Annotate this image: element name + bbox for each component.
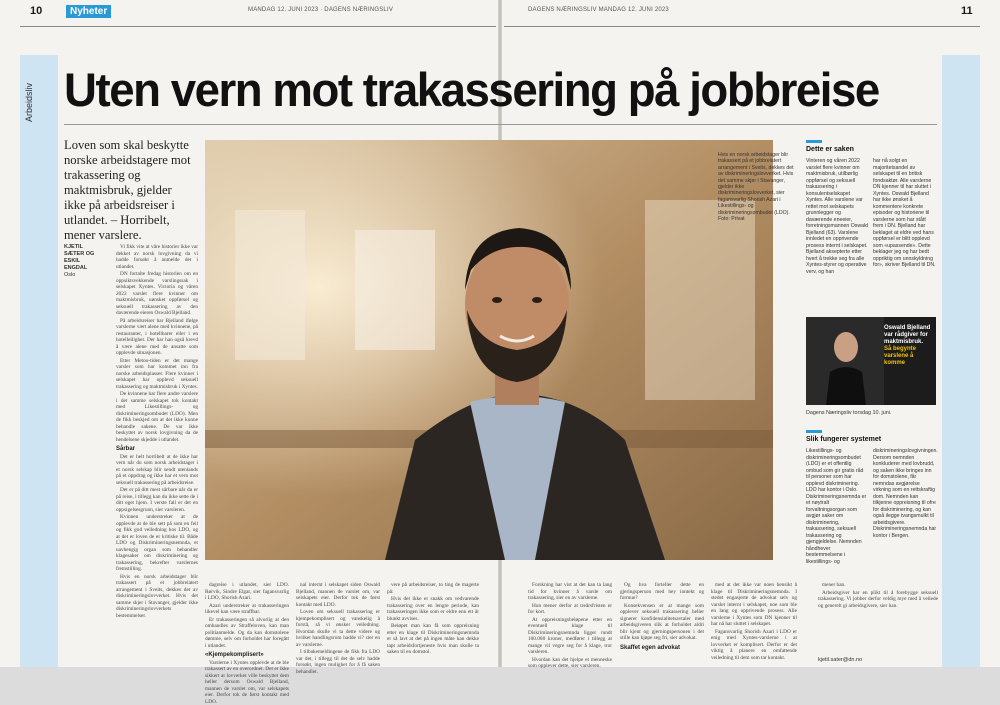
- paragraph: Kvinnen understreker at de opplevde at de ble sett på som en feil og fikk god veiledning hos LDO, og at det er loven de er kritiske til. Både LDO og Diskrimineringsnemnda, et uavhengig organ som behandler klagesaker om diskriminering og trakassering, bekrefter varslernes fremstilling.: [116, 514, 198, 573]
- promo-text: [884, 325, 934, 367]
- paragraph: At oppreisningsbeløpene etter en eventuell klage til Diskrimineringsnemnda ligger rundt 100.000 kroner, medfører i tillegg at mange vil vegre seg for å klage, tror varsleren.: [528, 617, 612, 656]
- headline-divider: [64, 124, 937, 125]
- article-headline: Uten vern mot trakassering på jobbreise: [64, 62, 918, 118]
- right-top-rule: [504, 26, 980, 27]
- paragraph: Beløpet man kan få som oppreisning etter en klage til Diskrimineringsnemnda er så lavt at det på ingen måte kan dekke tapt arbeidsfortjeneste hvis man skulle ta saken til en domstol.: [387, 623, 479, 656]
- section-label: Arbeidsliv: [24, 62, 38, 122]
- paragraph: vere på arbeidsreiser, to ting de magerte på:: [387, 582, 479, 595]
- subheading: Skaffet egen advokat: [620, 645, 704, 652]
- paragraph: Det er helt horribelt at de ikke har vern når du som norsk arbeidstager i et norsk selskap blir sendt utenlands på et oppdrag og ikke har et vern mot seksuell trakassering på arbeidsreise.: [116, 454, 198, 487]
- left-top-rule: [20, 26, 496, 27]
- byline-place: Oslo: [64, 272, 104, 279]
- left-folio: MANDAG 12. JUNI 2023 · DAGENS NÆRINGSLIV: [248, 7, 393, 13]
- paragraph: Hun mener derfor at treårsfristen er for kort.: [528, 603, 612, 616]
- right-folio: DAGENS NÆRINGSLIV MANDAG 12. JUNI 2023: [528, 7, 669, 13]
- paragraph: I tilbakemeldingene de fikk fra LDO var det, i tillegg til det de selv hadde forsøkt, ingen mulighet for å få saken behandlet.: [296, 649, 380, 675]
- byline: [64, 244, 104, 279]
- paragraph: mener han.: [818, 582, 938, 589]
- body-column-1: [116, 244, 198, 667]
- paragraph: dagreise i utlandet, sier LDO. Rørvik, Sindre Elgar, sier fagansvarlig i LDO, Shorish Azari.: [205, 582, 289, 602]
- byline-authors: KJETIL SÆTER OG ESKIL ENGDAL: [64, 244, 104, 272]
- paragraph: Hvis en norsk arbeidstager blir trakassert på et jobbrelatert arrangement i Sveits, dekkes det av diskrimineringslovverket. Hvis det samme skjer i Stavanger, gjelder ikke diskrimineringslovverkets bestemmelser.: [116, 574, 198, 620]
- body-column-5: [528, 582, 612, 667]
- paragraph: På arbeidsreiser har Bjelland ifølge varslerne vært alene med kvinnene, på restauranter, i hotellbarer eller i en hotelleilighet. Der har han også krevd å være alene med de ansatte som opplevde situasjonen.: [116, 318, 198, 357]
- paragraph: Det er på ditt mest sårbare når du er på reise, i tillegg kan du ikke sette de i ditt eget hjem. I verste fall er det en oppsigelsesgrunn, sier varsleren.: [116, 487, 198, 513]
- paragraph: med at det ikke var noen hensikt å klage til Diskrimineringsnemnda. I stedet engasjerte de advokat selv og varslet internt i selskapet, noe som ble en lang og opprivende prosess. Alle varslerne i Xyntes som DN kjenner til har nå har sluttet i selskapet.: [711, 582, 797, 628]
- paragraph: Konsekvensen er at mange som opplever seksuell trakassering heller signerer konfidensialitetsavtaler med arbeidsgiveren slik at forholdet aldri blir kjent og gjerningspersonen i det stille kan kjøpe seg fri, sier advokat.: [620, 603, 704, 642]
- paragraph: Forskning har vist at det kan ta lang tid for kvinner å varsle om trakassering, sier en av varslerne.: [528, 582, 612, 602]
- portrait-photo: [205, 140, 773, 560]
- subheading: «Kjempekomplisert»: [205, 652, 289, 659]
- factbox-column-a: Vinteren og våren 2022 varslet flere kvinner om maktmisbruk, utilbørlig oppførsel og seksuell trakassering i konsulentselskapet Xyntes. Alle varslene var rettet mot selskapets grunnlegger og daværende eneeier, forretningsmannen Oswald Bjelland (63). Varslene innledet en opprivende prosess internt i selskapet. Bjelland aksepterte etter hvert å trekke seg fra alle Xyntes-styrer og operative verv, og han: [806, 158, 868, 308]
- body-column-4: [387, 582, 479, 667]
- promo-caption: Dagens Næringsliv torsdag 10. juni.: [806, 410, 936, 416]
- paragraph: Vi fikk vite at våre historier ikke var dekket av norsk lovgivning da vi hadde forsøkt å anmelde det i utlandet.: [116, 244, 198, 270]
- promo-line: Oswald Bjelland var rådgiver for: [884, 325, 934, 339]
- paragraph: Loven om seksuell trakassering er kjempekomplisert og vanskelig å forstå, så vi ønsker veiledning. Hvordan skulle vi ta dette videre og hvilket handlingsrom hadde vi? sier en av varslerne.: [296, 609, 380, 648]
- paragraph: DN fortalte fredag historien om en oppsiktsvekkende varslingssak i selskapet Xyntes. Victoria og våren 2022 varslet flere kvinner om maktmisbruk, uønsket oppførsel og seksuell trakassering av den daværende eieren Oswald Bjelland.: [116, 271, 198, 317]
- left-margin-band: [20, 55, 58, 667]
- factbox-title: Slik fungerer systemet: [806, 436, 881, 443]
- body-column-2: [205, 582, 289, 667]
- paragraph: De kvinnene har flere andre varslere i det samme selskapet tok kontakt med Likestillings- og diskrimineringsombudet (LDO). Men de fikk beskjed om at det ikke kunne behandle sakene. De var ikke beskyttet av norsk lovgivning da de hendelsene skjedde i utlandet.: [116, 391, 198, 443]
- paragraph: Arbeidsgiver har en plikt til å forebygge seksuell trakassering. Vi jobber derfor veldig mye med å veilede og generelt gi arbeidsgivere, sier han.: [818, 590, 938, 610]
- article-lede: Loven som skal beskytte norske arbeidstagere mot trakassering og maktmisbruk, gjelder ikke på arbeidsreiser i utlandet. – Horribelt, mener varslere.: [64, 138, 196, 243]
- factbox-column-b: har nå solgt en majoritetsandel av selskapet til en britisk fondsaktør. Alle varslerne DN kjenner til har sluttet i Xyntes. Oswald Bjelland har ikke ønsket å kommentere konkrete episoder og historiene til varslerne som har stått frem i DN. Bjelland har beklaget at eldre ved hans oppførsel er blitt opplevd som «upassende». Dette beklager jeg og har bedt oppriktig om unnskyldning for», skriver Bjelland til DN.: [873, 158, 937, 308]
- paragraph: Azari understreker at trakasseringen likevel kan være straffbar.: [205, 603, 289, 616]
- portrait-illustration: [205, 140, 773, 560]
- body-column-3: [296, 582, 380, 667]
- paragraph: Fagansvarlig Shorish Azari i LDO er enig med Xyntes-varslerne i at lovverket er komplisert. Derfor er det viktig å planere en omfattende veiledning til dem som tar kontakt.: [711, 629, 797, 662]
- body-column-6: [620, 582, 704, 667]
- left-page-number: 10: [30, 5, 42, 17]
- promo-line-highlight: Så begynte: [884, 346, 934, 353]
- paragraph: nal internt i selskapet siden Oswald Bjelland, mannen de varslet om, var selskapets eier. Derfor tok de først kontakt med LDO.: [296, 582, 380, 608]
- right-page-number: 11: [961, 5, 973, 17]
- author-email[interactable]: kjetil.sater@dn.no: [818, 657, 862, 663]
- factbox-title: Dette er saken: [806, 146, 854, 153]
- body-column-8: [818, 582, 938, 652]
- paragraph: Hvis det ikke er snakk om vedvarende trakassering over en lengre periode, kan trakasseringen ikke som er eldre enn ett år blunkt avvises.: [387, 596, 479, 622]
- body-column-7: [711, 582, 797, 667]
- paragraph: Og hva forteller dette en gjeringsperson med hey inntekt og formue?: [620, 582, 704, 602]
- promo-line: maktmisbruk.: [884, 339, 934, 346]
- factbox-column-a: Likestillings- og diskrimineringsombudet (LDO) er et offentlig ombud som gir gratis råd til personer som har opplevd diskriminering. LDO har kontor i Oslo. Diskrimineringsnemnda er et nøytralt forvaltningsorgan som avgjør saker om diskriminering, trakassering, seksuell trakassering og gjengjeldelse. Nemnden håndhever bestemmelsene i likestillings- og: [806, 448, 868, 566]
- photo-caption: Hvis en norsk arbeidstager blir trakassert på et jobbrelatert arrangement i Sveits, dekkes det av diskrimineringslovverket. Hvis det samme skjer i Stavanger, gjelder ikke diskrimineringslovverket, sier fagansvarlig Shorish Azari i Likestillings- og diskrimineringsombudet (LDO). Foto: Privat: [718, 152, 796, 222]
- promo-portrait: [806, 317, 884, 405]
- subheading: Sårbar: [116, 446, 198, 453]
- factbox-accent: [806, 140, 822, 143]
- paragraph: Er trakasseringen så alvorlig at den omhandles av Straffeloven, kan man politianmelde. Og da kan domstolene dømme, selv om forholdet har foregått i utlandet.: [205, 617, 289, 650]
- promo-box: [806, 317, 936, 405]
- factbox-column-b: diskrimineringslovgivningen. Dersom nemnden konkluderer med lovbrudd, og saken ikke bringes inn for domstolene, får nemndas avgjørelse virkning som en rettskraftig dom. Nemnden kan tilkjenne oppreisning til ofre for diskriminering, og kan også ilegge tvangsmulkt til arbeidsgivere. Diskrimineringsnemnda har kontor i Bergen.: [873, 448, 937, 566]
- right-margin-band: [942, 55, 980, 667]
- paragraph: Varslerne i Xyntes opplevde at de ble trakassert av en overordnet. Det er ikke sikkert at lovverket ville beskyttet dem heller dersom Oswald Bjelland, mannen de varslet om, var selskapets eier. Derfor tok de først kontakt med LDO.: [205, 660, 289, 705]
- paragraph: Etter Metoo-tiden er det mange varsler som har kommet inn fra norske arbeidsplasser. Flere kvinner i selskapet har opplevd seksuell trakassering og maktmisbruk i Xyntes.: [116, 358, 198, 391]
- section-badge: Nyheter: [66, 5, 111, 18]
- promo-line-highlight: varslene å komme: [884, 353, 934, 367]
- factbox-accent: [806, 430, 822, 433]
- paragraph: Hvordan kan det hjelpe et menneske som opplever dette, sier varsleren.: [528, 657, 612, 670]
